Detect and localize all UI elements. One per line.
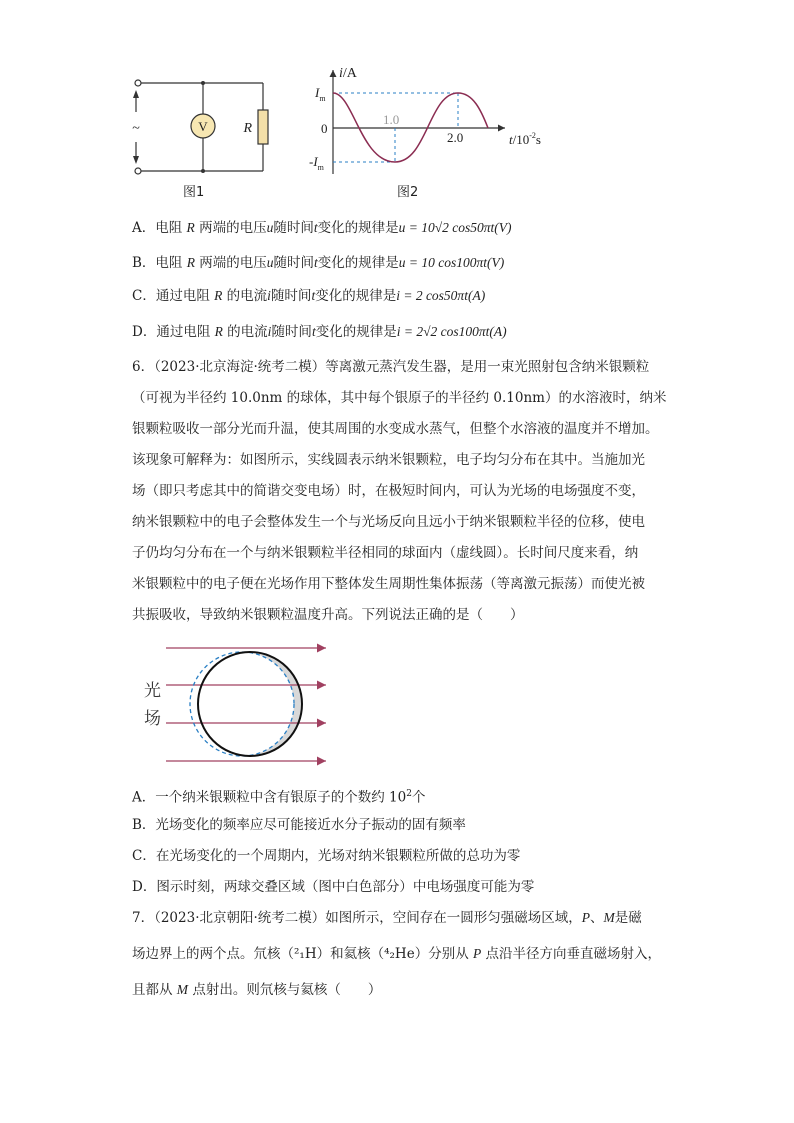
q6-line: 场（即只考虑其中的简谐交变电场）时，在极短时间内，可认为光场的电场强度不变， [132, 483, 645, 499]
q6-line: 6．（2023·北京海淀·统考二模）等离激元蒸汽发生器，是用一束光照射包含纳米银颗粒 [132, 359, 650, 375]
y-axis-label: i/A [339, 66, 357, 81]
q6-line: 银颗粒吸收一部分光而升温，使其周围的水变成水蒸气，但整个水溶液的温度并不增加。 [132, 421, 659, 437]
q7-line-2: 场边界上的两个点。氘核（²₁H）和氦核（⁴₂He）分别从 P 点沿半径方向垂直磁场射入， [132, 946, 662, 962]
voltmeter-label: V [198, 119, 208, 134]
neg-im-label: $-I_m$ [309, 154, 324, 172]
q6-line: （可视为半径约 10.0nm 的球体，其中每个银原子的半径约 0.10nm）的水溶液时，纳米 [132, 390, 667, 406]
q6-option-a: A．一个纳米银颗粒中含有银原子的个数约 $10^2$个 [132, 789, 426, 806]
circuit-figure [125, 72, 285, 182]
q7-line-1: 7．（2023·北京朝阳·统考二模）如图所示，空间存在一圆形匀强磁场区域，P、M是磁 [132, 910, 642, 926]
q6-stem [132, 352, 668, 631]
resistor-label: R [243, 121, 252, 136]
tick-label-1: 1.0 [383, 112, 400, 127]
formula: i = 2√2 cos100πt(A) [396, 324, 507, 339]
q6-option-c: C．在光场变化的一个周期内，光场对纳米银颗粒所做的总功为零 [132, 848, 521, 864]
q5-option-d: D．通过电阻 R 的电流i随时间t变化的规律是i = 2√2 cos100πt(A) [132, 324, 507, 340]
q7-line-3: 且都从 M 点射出。则氘核与氦核（ ） [132, 982, 382, 998]
q6-line: 该现象可解释为：如图所示，实线圆表示纳米银颗粒，电子均匀分布在其中。当施加光 [132, 452, 645, 468]
origin-label: 0 [321, 121, 328, 136]
tick-label-2: 2.0 [447, 130, 464, 145]
x-axis-label: $t/10^{-2}s$ [509, 131, 541, 147]
formula: u = 10√2 cos50πt(V) [398, 220, 512, 235]
resistor [258, 110, 268, 144]
im-label: $I_m$ [315, 85, 326, 103]
q5-option-b: B．电阻 R 两端的电压u随时间t变化的规律是u = 10 cos100πt(V) [132, 255, 505, 271]
q6-line: 子仍均匀分布在一个与纳米银颗粒半径相同的球面内（虚线圆）。长时间尺度来看，纳 [132, 545, 639, 561]
q6-option-b: B．光场变化的频率应尽可能接近水分子振动的固有频率 [132, 817, 466, 833]
current-waveform-figure [305, 62, 555, 177]
q6-line: 共振吸收，导致纳米银颗粒温度升高。下列说法正确的是（ ） [132, 607, 524, 623]
q6-option-d: D．图示时刻，两球交叠区域（图中白色部分）中电场强度可能为零 [132, 879, 535, 895]
q5-option-a: A．电阻 R 两端的电压u随时间t变化的规律是u = 10√2 cos50πt(V) [132, 220, 512, 236]
q5-option-c: C．通过电阻 R 的电流i随时间t变化的规律是i = 2 cos50πt(A) [132, 288, 486, 304]
light-label-1: 光 [144, 681, 161, 701]
figure-2-caption: 图2 [397, 185, 419, 200]
q6-line: 米银颗粒中的电子便在光场作用下整体发生周期性集体振荡（等离激元振荡）而使光被 [132, 576, 645, 592]
formula: u = 10 cos100πt(V) [398, 255, 505, 270]
q6-line: 纳米银颗粒中的电子会整体发生一个与光场反向且远小于纳米银颗粒半径的位移，使电 [132, 514, 645, 530]
figure-1-caption: 图1 [183, 185, 205, 200]
formula: i = 2 cos50πt(A) [396, 288, 486, 303]
light-field-figure [128, 640, 338, 770]
light-label-2: 场 [144, 709, 161, 729]
ac-source-symbol: ~ [132, 121, 140, 136]
